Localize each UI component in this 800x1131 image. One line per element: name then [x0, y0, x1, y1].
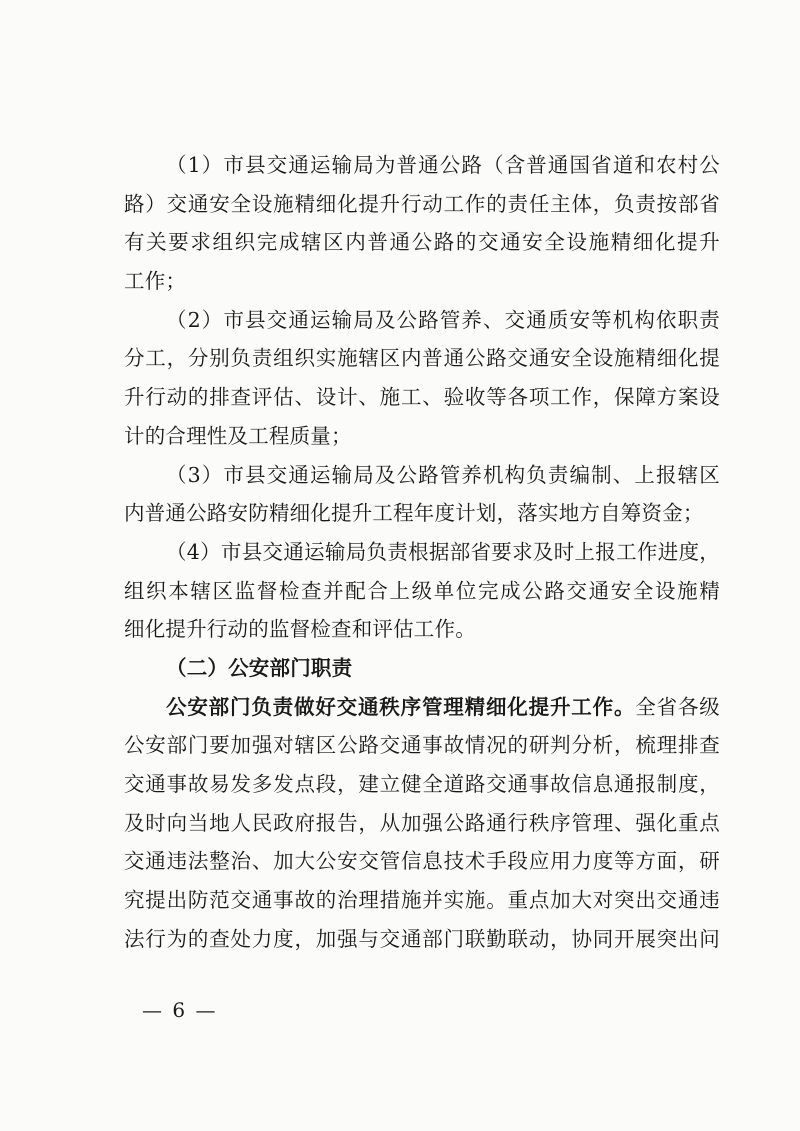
paragraph-5-line-6: 究提出防范交通事故的治理措施并实施。重点加大对突出交通违 [124, 888, 720, 913]
paragraph-3-line-1: （3）市县交通运输局及公路管养机构负责编制、上报辖区 [166, 462, 720, 487]
paragraph-5-line-5: 交通违法整治、加大公安交管信息技术手段应用力度等方面，研 [124, 849, 720, 874]
paragraph-5-line-1 [124, 688, 720, 727]
paragraph-2-line-3: 升行动的排查评估、设计、施工、验收等各项工作，保障方案设 [124, 385, 720, 410]
paragraph-5-line-3: 交通事故易发多发点段，建立健全道路交通事故信息通报制度， [124, 772, 720, 796]
paragraph-4-line-1: （4）市县交通运输局负责根据部省要求及时上报工作进度， [166, 539, 720, 564]
paragraph-1-line-1: （1）市县交通运输局为普通公路（含普通国省道和农村公 [166, 153, 720, 177]
paragraph-5-line-7: 法行为的查处力度，加强与交通部门联勤联动，协同开展突出问 [124, 926, 720, 951]
paragraph-2-line-4: 计的合理性及工程质量； [124, 423, 352, 448]
paragraph-4-line-3: 细化提升行动的监督检查和评估工作。 [124, 617, 476, 642]
page-number: — 6 — [142, 998, 218, 1022]
paragraph-2-line-2: 分工，分别负责组织实施辖区内普通公路交通安全设施精细化提 [124, 346, 720, 371]
body-text [124, 146, 720, 958]
paragraph-5-line-2: 公安部门要加强对辖区公路交通事故情况的研判分析，梳理排查 [124, 733, 720, 758]
paragraph-2-line-1: （2）市县交通运输局及公路管养、交通质安等机构依职责 [166, 307, 720, 332]
paragraph-5-bold-lead: 公安部门负责做好交通秩序管理精细化提升工作。 [166, 694, 636, 719]
paragraph-1-line-4: 工作； [124, 269, 187, 294]
paragraph-4-line-2: 组织本辖区监督检查并配合上级单位完成公路交通安全设施精 [124, 578, 720, 603]
paragraph-5-line-4: 及时向当地人民政府报告，从加强公路通行秩序管理、强化重点 [124, 810, 720, 835]
paragraph-1-line-3: 有关要求组织完成辖区内普通公路的交通安全设施精细化提升 [124, 230, 720, 255]
section-heading: （二）公安部门职责 [166, 655, 353, 680]
paragraph-1-line-2: 路）交通安全设施精细化提升行动工作的责任主体，负责按部省 [124, 191, 720, 216]
paragraph-3-line-2: 内普通公路安防精细化提升工程年度计划，落实地方自筹资金； [124, 501, 704, 526]
paragraph-5-lead-continuation: 全省各级 [635, 694, 720, 719]
